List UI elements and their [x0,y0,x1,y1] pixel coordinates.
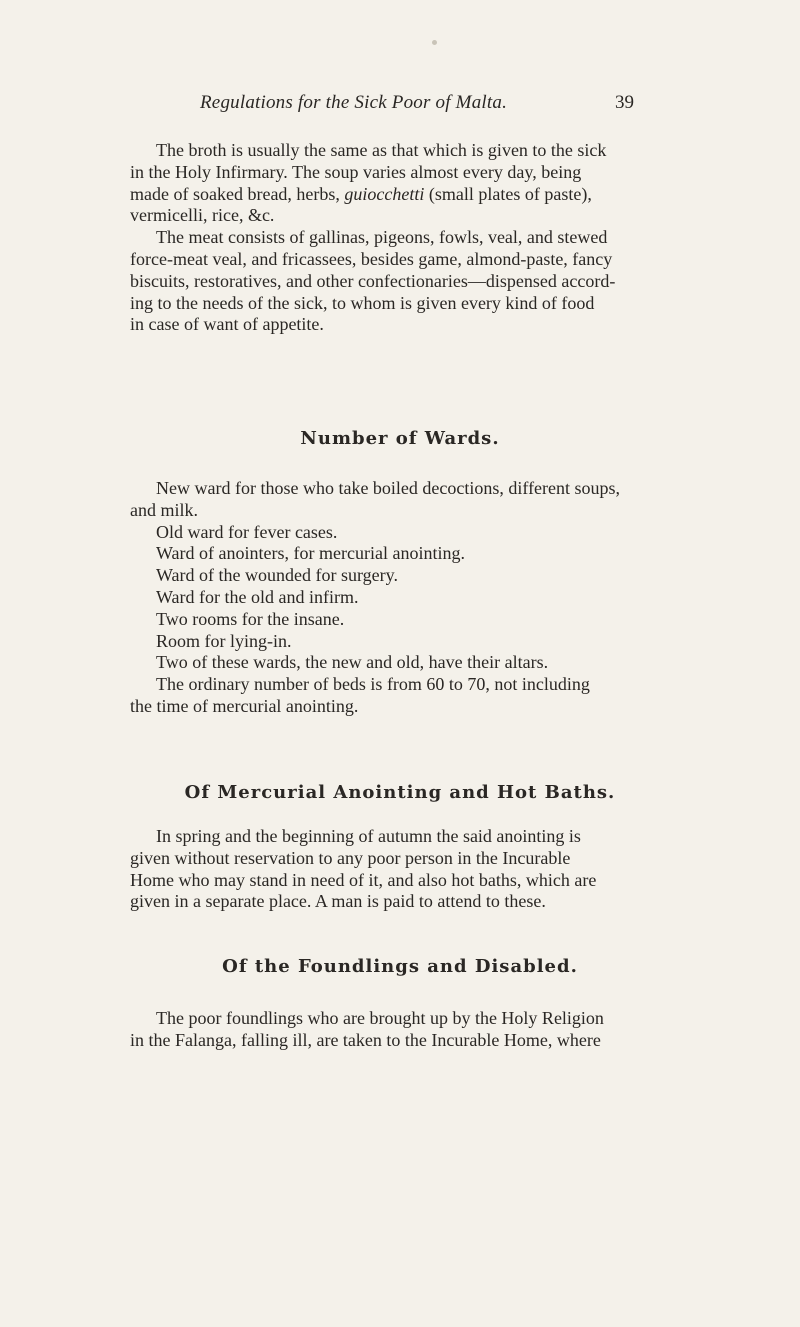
text-line: Two rooms for the insane. [156,608,345,629]
running-title: Regulations for the Sick Poor of Malta. [200,92,508,113]
text-line: Room for lying-in. [156,630,292,651]
text-line: The broth is usually the same as that which is given to the sick [156,140,607,160]
text-line: force-meat veal, and fricassees, besides game, almond-paste, fancy [130,248,613,269]
text-line: ing to the needs of the sick, to whom is given every kind of food [130,292,595,313]
text-line: in case of want of appetite. [130,314,324,335]
italic-term: guiocchetti [344,183,425,204]
text-line: In spring and the beginning of autumn the said anointing is [156,826,581,846]
text-line: and milk. [130,499,198,520]
section-heading-anointing: Of Mercurial Anointing and Hot Baths. [184,782,616,803]
text-line: biscuits, restoratives, and other confectionaries—dispensed accord- [130,270,616,291]
text-line: the time of mercurial anointing. [130,695,359,716]
text-line: New ward for those who take boiled decoctions, different soups, [156,478,621,498]
text-line: Home who may stand in need of it, and also hot baths, which are [130,869,597,890]
wards-text [130,478,663,718]
text-line: The poor foundlings who are brought up by the Holy Religion [156,1008,604,1028]
text-line: given without reservation to any poor person in the Incurable [130,847,571,868]
text-line: in the Falanga, falling ill, are taken to the Incurable Home, where [130,1029,601,1050]
running-head [0,92,800,120]
section-heading-foundlings: Of the Foundlings and Disabled. [222,956,578,977]
section-heading-wards: Number of Wards. [300,428,500,449]
text-line: Two of these wards, the new and old, have their altars. [156,652,549,673]
anointing-text [130,826,663,913]
text-line: in the Holy Infirmary. The soup varies almost every day, being [130,161,582,182]
text-line: vermicelli, rice, &c. [130,205,275,226]
text-line: Old ward for fever cases. [156,521,338,542]
foundlings-text [130,1008,663,1052]
page-number: 39 [615,92,634,113]
text-line: made of soaked bread, herbs, guiocchetti (small plates of paste), [130,183,592,204]
text-line: The meat consists of gallinas, pigeons, fowls, veal, and stewed [156,227,608,248]
text-line: Ward of anointers, for mercurial anointing. [156,543,465,564]
text-line: given in a separate place. A man is paid to attend to these. [130,891,546,912]
intro-text [130,140,663,336]
ink-speck [432,40,437,45]
text-line: The ordinary number of beds is from 60 to 70, not including [156,674,590,695]
text-line: Ward of the wounded for surgery. [156,565,398,586]
text-line: Ward for the old and infirm. [156,586,359,607]
